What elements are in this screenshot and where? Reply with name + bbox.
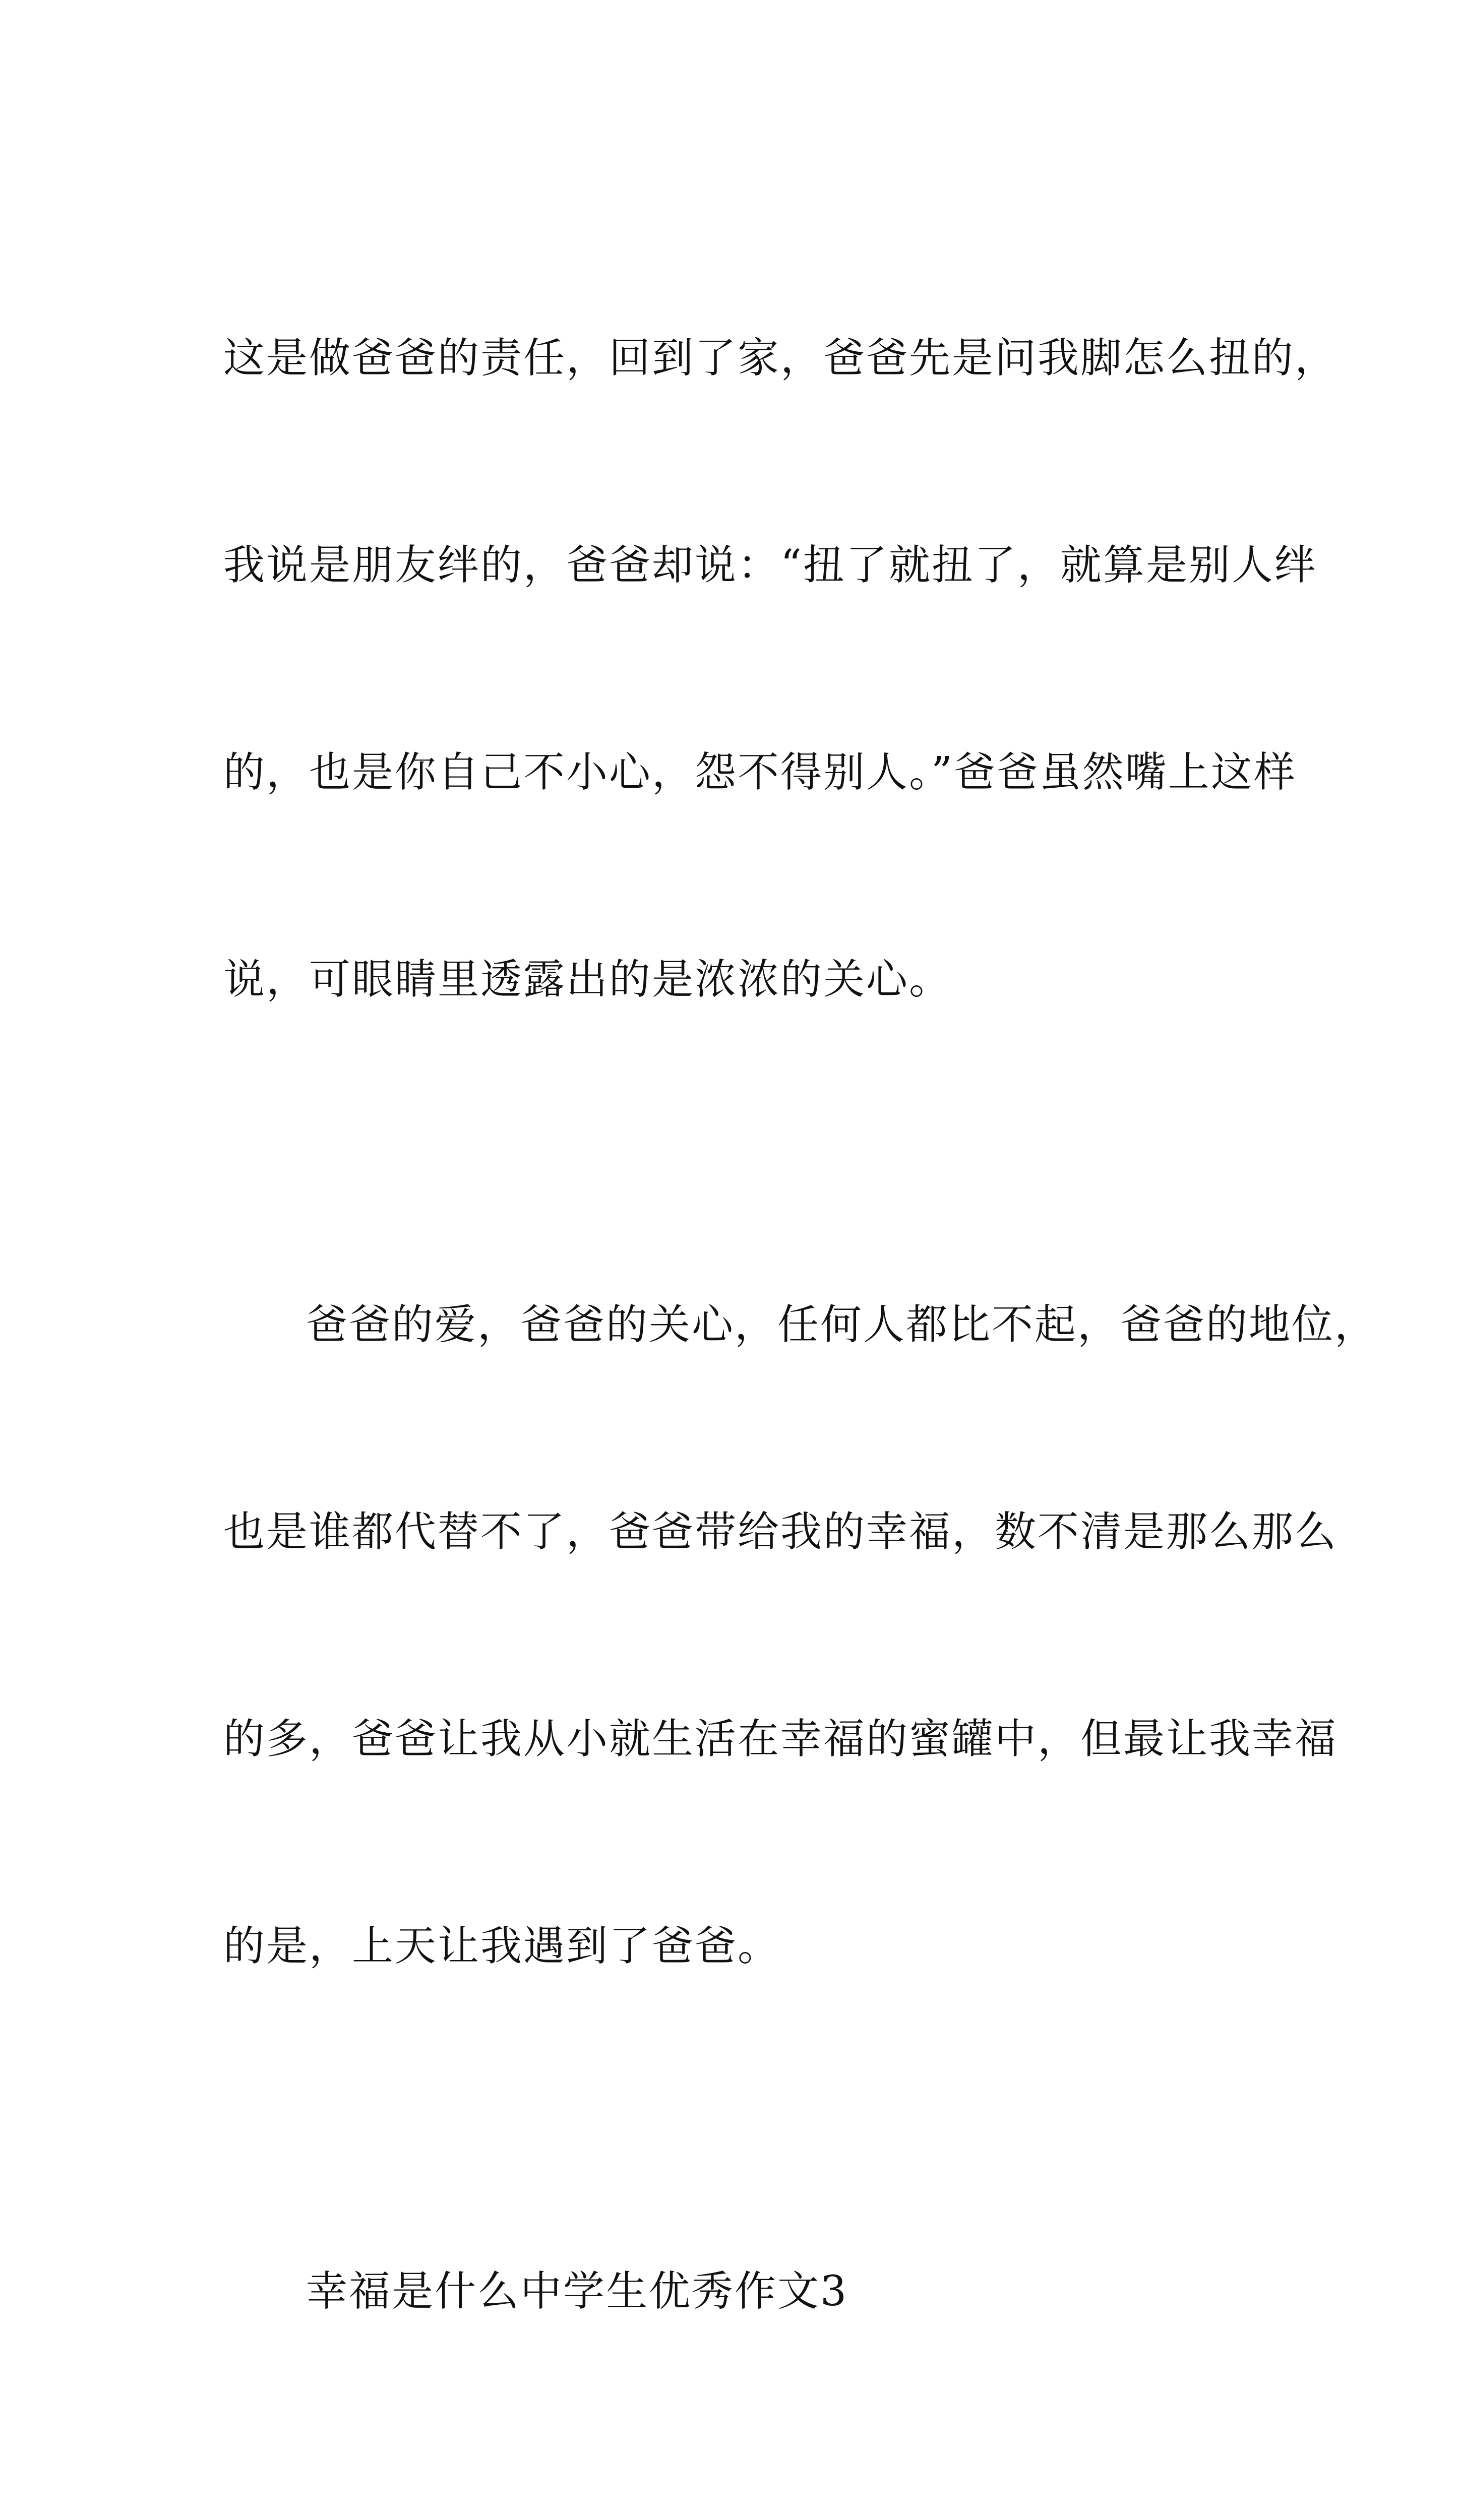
text-line: 也是谁都代替不了，爸爸带给我的幸福，数不清是那么那么	[223, 1508, 1338, 1556]
paragraph-1	[223, 185, 1338, 1152]
text-line: 爸爸的爱，爸爸的关心，任何人都比不起，爸爸的地位，	[306, 1301, 1378, 1349]
text-line: 我说是朋友绊的，爸爸却说：“扭了就扭了，就算是别人绊	[223, 541, 1317, 589]
document-body	[223, 185, 1378, 2520]
text-line: 的多，爸爸让我从小就生活在幸福的蜜罐中，但最让我幸福	[223, 1715, 1338, 1763]
text-line: 说，可眼睛里透露出的是浓浓的关心。	[223, 956, 952, 1003]
paragraph-2	[223, 1152, 1378, 2119]
text-line: 的，也是你自己不小心，怨不得别人。”爸爸虽然嘴上这样	[223, 748, 1297, 796]
heading-text: 幸福是什么中学生优秀作文3	[306, 2267, 848, 2315]
section-heading	[223, 2119, 1267, 2464]
text-line: 这是做爸爸的责任，回到了家，爸爸先是问我脚怎么扭的，	[223, 334, 1338, 382]
text-line: 的是，上天让我遇到了爸爸。	[223, 1922, 781, 1970]
paragraph-3	[223, 2464, 1267, 2520]
